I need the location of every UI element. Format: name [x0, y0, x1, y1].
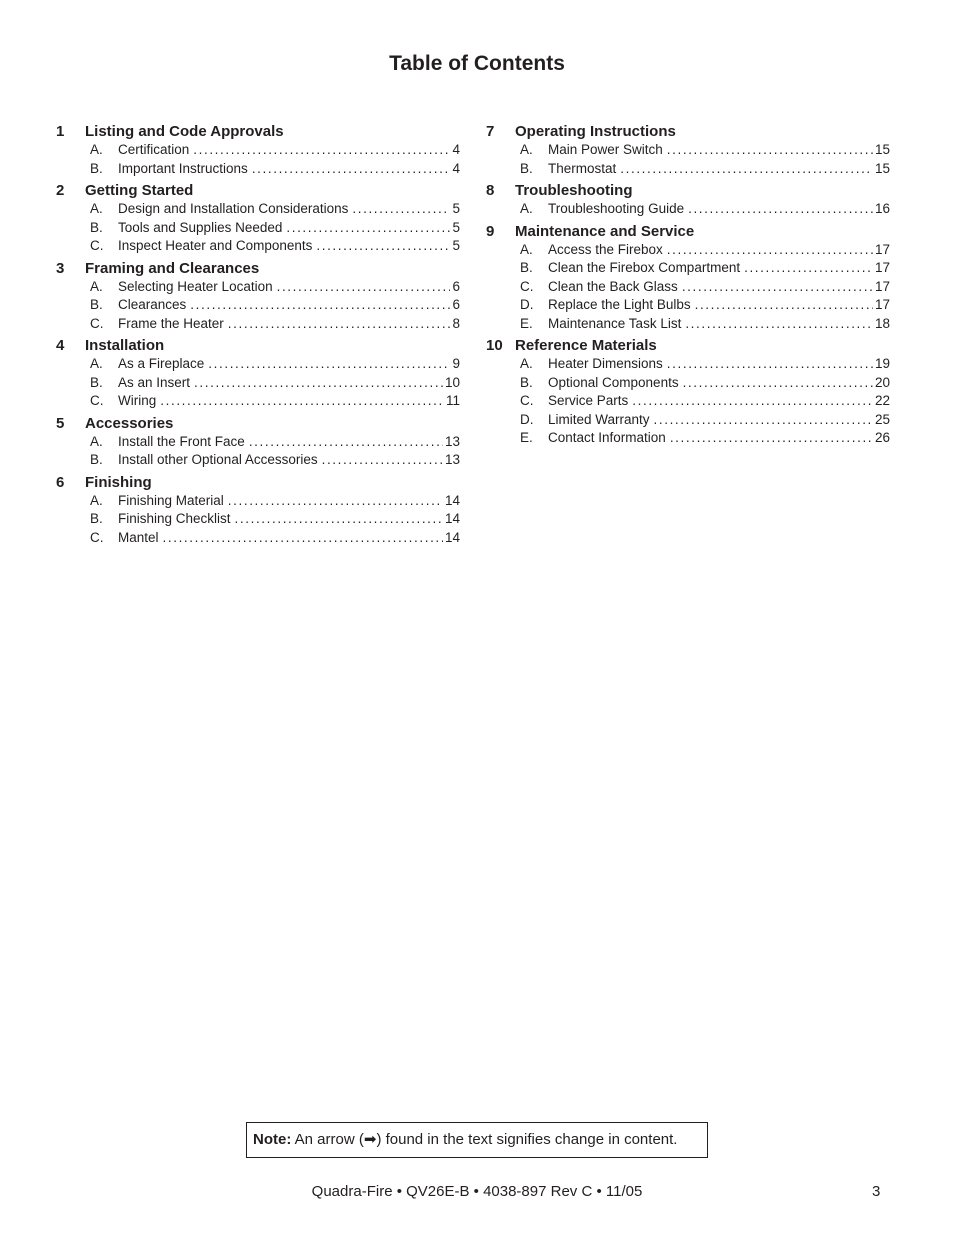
entry-page-number: 9 — [452, 356, 460, 371]
toc-entry — [486, 296, 890, 315]
entry-page-number: 13 — [444, 433, 460, 449]
dot-leader — [620, 160, 873, 179]
entry-title: Wiring — [118, 393, 157, 408]
entry-title: Optional Components — [548, 374, 679, 390]
entry-title: Frame the Heater — [118, 315, 224, 331]
toc-entry — [486, 411, 890, 430]
toc-entry — [56, 510, 460, 529]
entry-letter: A. — [520, 201, 533, 216]
entry-page-number: 14 — [444, 511, 460, 526]
entry-letter: B. — [90, 160, 103, 176]
entry-title: Heater Dimensions — [548, 356, 663, 371]
entry-title: Service Parts — [548, 393, 629, 408]
toc-entry — [56, 200, 460, 219]
entry-title: Certification — [118, 142, 190, 157]
entry-page-number: 14 — [444, 492, 460, 508]
dot-leader — [688, 200, 873, 219]
section-title: Accessories — [85, 414, 174, 432]
entry-title: Finishing Checklist — [118, 511, 231, 526]
arrow-icon: ➡ — [363, 1131, 377, 1148]
entry-title: As an Insert — [118, 374, 191, 390]
toc-entry — [56, 315, 460, 334]
entry-page-number: 8 — [452, 315, 460, 331]
dot-leader — [683, 374, 873, 393]
entry-title: Clearances — [118, 297, 187, 312]
toc-entry — [56, 141, 460, 160]
entry-page-number: 16 — [874, 201, 890, 216]
toc-section — [56, 181, 460, 256]
entry-title: Main Power Switch — [548, 142, 663, 157]
footer-document-info: Quadra-Fire • QV26E-B • 4038-897 Rev C • 11/05 — [311, 1183, 643, 1200]
entry-page-number: 17 — [874, 260, 890, 275]
entry-title: Tools and Supplies Needed — [118, 219, 283, 235]
page-title: Table of Contents — [389, 52, 565, 75]
entry-title: Replace the Light Bulbs — [548, 297, 691, 312]
toc-entry — [56, 160, 460, 179]
entry-letter: E. — [520, 430, 533, 445]
entry-page-number: 17 — [874, 297, 890, 312]
dot-leader — [654, 411, 873, 430]
toc-section — [56, 473, 460, 548]
section-number: 9 — [486, 222, 495, 240]
note-text-after: ) found in the text signifies change in content. — [376, 1131, 678, 1148]
section-title: Listing and Code Approvals — [85, 123, 284, 140]
toc-entry — [486, 429, 890, 448]
entry-page-number: 13 — [444, 452, 460, 467]
section-number: 2 — [56, 182, 65, 199]
entry-page-number: 4 — [452, 142, 460, 157]
section-title: Framing and Clearances — [85, 259, 260, 277]
dot-leader — [208, 355, 450, 374]
dot-leader — [685, 315, 873, 334]
entry-title: Maintenance Task List — [548, 315, 682, 331]
toc-entry — [56, 433, 460, 452]
dot-leader — [228, 315, 451, 334]
toc-entry — [486, 141, 890, 160]
entry-title: Limited Warranty — [548, 411, 650, 427]
entry-letter: A. — [90, 492, 103, 508]
toc-entry — [56, 237, 460, 256]
dot-leader — [228, 492, 443, 511]
entry-letter: B. — [90, 452, 103, 467]
dot-leader — [695, 296, 873, 315]
entry-letter: B. — [90, 374, 103, 390]
toc-right-column — [486, 122, 890, 451]
dot-leader — [286, 219, 450, 238]
dot-leader — [194, 374, 443, 393]
entry-letter: C. — [90, 529, 104, 545]
entry-title: Design and Installation Considerations — [118, 201, 349, 216]
section-title: Maintenance and Service — [515, 222, 695, 240]
dot-leader — [193, 141, 450, 160]
entry-letter: C. — [90, 393, 104, 408]
section-heading — [56, 122, 460, 141]
section-title: Finishing — [85, 473, 152, 491]
section-number: 6 — [56, 473, 65, 491]
entry-page-number: 11 — [445, 393, 460, 408]
toc-entry — [486, 241, 890, 260]
entry-letter: B. — [90, 511, 103, 526]
entry-title: Install the Front Face — [118, 433, 245, 449]
entry-title: As a Fireplace — [118, 356, 205, 371]
note-label: Note: — [253, 1131, 292, 1148]
dot-leader — [249, 433, 443, 452]
section-heading — [56, 259, 460, 278]
toc-section — [56, 259, 460, 334]
entry-title: Clean the Back Glass — [548, 278, 678, 294]
dot-leader — [744, 259, 873, 278]
toc-left-column — [56, 122, 460, 550]
entry-letter: B. — [520, 260, 533, 275]
section-heading — [486, 181, 890, 200]
entry-page-number: 10 — [444, 374, 460, 390]
entry-letter: A. — [90, 356, 103, 371]
section-heading — [486, 336, 890, 355]
entry-page-number: 4 — [452, 160, 460, 176]
section-title: Reference Materials — [515, 337, 657, 354]
entry-letter: A. — [520, 142, 533, 157]
dot-leader — [322, 451, 443, 470]
entry-letter: B. — [90, 297, 103, 312]
entry-page-number: 15 — [874, 142, 890, 157]
entry-page-number: 17 — [874, 241, 890, 257]
section-heading — [56, 336, 460, 355]
entry-letter: A. — [520, 241, 533, 257]
toc-entry — [486, 315, 890, 334]
dot-leader — [163, 529, 443, 548]
toc-entry — [486, 160, 890, 179]
toc-entry — [486, 259, 890, 278]
entry-page-number: 25 — [874, 411, 890, 427]
entry-letter: A. — [90, 142, 103, 157]
toc-section — [486, 336, 890, 448]
dot-leader — [277, 278, 451, 297]
section-heading — [486, 122, 890, 141]
toc-section — [486, 222, 890, 334]
toc-section — [56, 122, 460, 178]
dot-leader — [352, 200, 450, 219]
entry-page-number: 20 — [874, 374, 890, 390]
section-number: 8 — [486, 182, 495, 199]
section-number: 5 — [56, 414, 65, 432]
toc-entry — [56, 374, 460, 393]
section-heading — [56, 181, 460, 200]
footer-page-number: 3 — [872, 1183, 881, 1200]
toc-entry — [56, 492, 460, 511]
dot-leader — [190, 296, 450, 315]
toc-entry — [486, 355, 890, 374]
entry-page-number: 17 — [874, 278, 890, 294]
section-number: 1 — [56, 123, 65, 140]
section-title: Getting Started — [85, 182, 194, 199]
entry-title: Important Instructions — [118, 160, 248, 176]
entry-page-number: 19 — [874, 356, 890, 371]
toc-entry — [56, 451, 460, 470]
entry-page-number: 15 — [874, 160, 890, 176]
dot-leader — [667, 141, 873, 160]
entry-letter: C. — [90, 238, 104, 253]
section-number: 3 — [56, 259, 65, 277]
entry-page-number: 14 — [444, 529, 460, 545]
dot-leader — [160, 392, 444, 411]
entry-letter: D. — [520, 411, 534, 427]
toc-section — [56, 336, 460, 411]
section-title: Troubleshooting — [515, 182, 633, 199]
section-number: 10 — [486, 337, 503, 354]
section-heading — [56, 473, 460, 492]
section-heading — [56, 414, 460, 433]
section-title: Installation — [85, 337, 165, 354]
section-heading — [486, 222, 890, 241]
entry-title: Contact Information — [548, 430, 666, 445]
entry-page-number: 5 — [452, 238, 460, 253]
dot-leader — [235, 510, 443, 529]
toc-entry — [56, 278, 460, 297]
toc-section — [486, 122, 890, 178]
entry-title: Install other Optional Accessories — [118, 452, 318, 467]
section-title: Operating Instructions — [515, 123, 676, 140]
entry-page-number: 22 — [874, 393, 890, 408]
entry-letter: D. — [520, 297, 534, 312]
entry-letter: A. — [520, 356, 533, 371]
entry-page-number: 5 — [452, 201, 460, 216]
entry-letter: B. — [520, 160, 533, 176]
toc-entry — [56, 219, 460, 238]
entry-letter: E. — [520, 315, 533, 331]
entry-title: Inspect Heater and Components — [118, 238, 313, 253]
section-number: 7 — [486, 123, 495, 140]
entry-title: Finishing Material — [118, 492, 224, 508]
entry-title: Thermostat — [548, 160, 617, 176]
toc-entry — [486, 392, 890, 411]
entry-letter: A. — [90, 433, 103, 449]
entry-page-number: 26 — [874, 430, 890, 445]
entry-title: Selecting Heater Location — [118, 278, 273, 294]
note-text-before: An arrow ( — [291, 1131, 364, 1148]
entry-page-number: 6 — [452, 278, 460, 294]
dot-leader — [667, 241, 873, 260]
entry-letter: C. — [90, 315, 104, 331]
entry-page-number: 18 — [874, 315, 890, 331]
dot-leader — [670, 429, 873, 448]
dot-leader — [682, 278, 873, 297]
dot-leader — [316, 237, 450, 256]
entry-title: Clean the Firebox Compartment — [548, 260, 741, 275]
dot-leader — [632, 392, 873, 411]
entry-letter: B. — [520, 374, 533, 390]
entry-title: Mantel — [118, 529, 159, 545]
toc-entry — [56, 296, 460, 315]
entry-letter: C. — [520, 393, 534, 408]
toc-entry — [486, 200, 890, 219]
toc-entry — [486, 374, 890, 393]
change-note — [246, 1122, 708, 1158]
toc-entry — [56, 392, 460, 411]
entry-letter: A. — [90, 201, 103, 216]
toc-entry — [56, 529, 460, 548]
entry-title: Access the Firebox — [548, 241, 663, 257]
toc-section — [486, 181, 890, 219]
entry-letter: A. — [90, 278, 103, 294]
entry-page-number: 5 — [452, 219, 460, 235]
section-number: 4 — [56, 337, 65, 354]
entry-letter: C. — [520, 278, 534, 294]
entry-page-number: 6 — [452, 297, 460, 312]
dot-leader — [667, 355, 873, 374]
toc-section — [56, 414, 460, 470]
entry-letter: B. — [90, 219, 103, 235]
toc-entry — [486, 278, 890, 297]
toc-entry — [56, 355, 460, 374]
dot-leader — [252, 160, 451, 179]
entry-title: Troubleshooting Guide — [548, 201, 685, 216]
